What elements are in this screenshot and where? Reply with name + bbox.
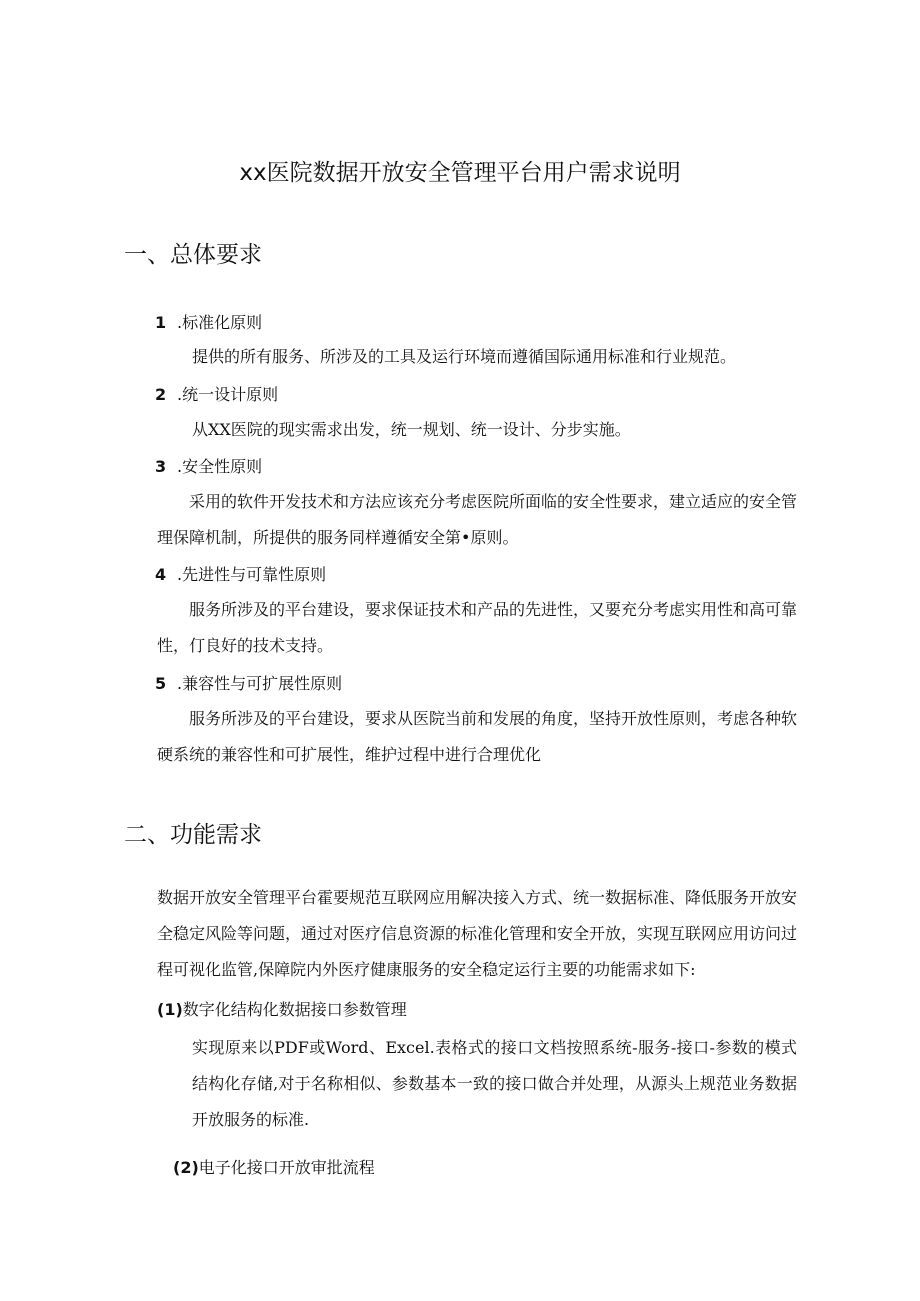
principle-text-4: 服务所涉及的平台建设，要求保证技术和产品的先进性，又要充分考虑实用性和高可靠性，仃良好的技术支持。	[157, 600, 798, 655]
section-heading-general: 一、总体要求	[124, 242, 262, 268]
principle-text-3: 采用的软件开发技术和方法应该充分考虑医院所面临的安全性要求，建立适应的安全管理保障机制，所提供的服务同样遵循安全第•原则。	[157, 492, 798, 547]
requirement-item-2	[173, 1157, 375, 1179]
principle-text-2: 从XX医院的现实需求出发，统一规划、统一设计、分步实施。	[192, 420, 631, 439]
principle-item-2	[155, 384, 278, 406]
item-label: .先进性与可靠性原则	[177, 565, 327, 584]
item-label: .标准化原则	[177, 313, 263, 332]
requirement-item-1	[157, 999, 407, 1021]
item-label: .安全性原则	[177, 457, 263, 476]
principle-text-1: 提供的所有服务、所涉及的工具及运行环境而遵循国际通用标准和行业规范。	[192, 347, 737, 366]
item-label: 电子化接口开放审批流程	[198, 1158, 375, 1177]
functional-intro: 数据开放安全管理平台霍要规范互联网应用解决接入方式、统一数据标准、降低服务开放安全稳定风险等问题，通过对医疗信息资源的标准化管理和安全开放，实现互联网应用访问过程可视化监管,保障院内外医疗健康服务的安全稳定运行主要的功能需求如下:	[157, 888, 798, 979]
principle-item-4	[155, 564, 326, 586]
item-label: .兼容性与可扩展性原则	[177, 674, 343, 693]
section-heading-functional: 二、功能需求	[124, 822, 262, 848]
item-label: .统一设计原则	[177, 385, 279, 404]
item-number: 2	[155, 385, 167, 404]
document-title: xx医院数据开放安全管理平台用户需求说明	[239, 160, 681, 186]
principle-item-3	[155, 456, 262, 478]
item-number: (1)	[157, 1000, 183, 1019]
item-number: 4	[155, 565, 167, 584]
requirement-text-1: 实现原来以PDF或Word、Excel.表格式的接口文档按照系统-服务-接口-参数的模式结构化存储,对于名称相似、参数基本一致的接口做合并处理，从源头上规范业务数据开放服务的标准.	[192, 1038, 797, 1129]
item-number: (2)	[173, 1158, 199, 1177]
item-number: 1	[155, 313, 167, 332]
item-label: 数字化结构化数据接口参数管理	[182, 1000, 407, 1019]
item-number: 3	[155, 457, 167, 476]
item-number: 5	[155, 674, 167, 693]
principle-text-5: 服务所涉及的平台建设，要求从医院当前和发展的角度，坚持开放性原则，考虑各种软硬系统的兼容性和可扩展性，维护过程中进行合理优化	[157, 709, 798, 764]
principle-item-5	[155, 673, 342, 695]
principle-item-1	[155, 312, 262, 334]
